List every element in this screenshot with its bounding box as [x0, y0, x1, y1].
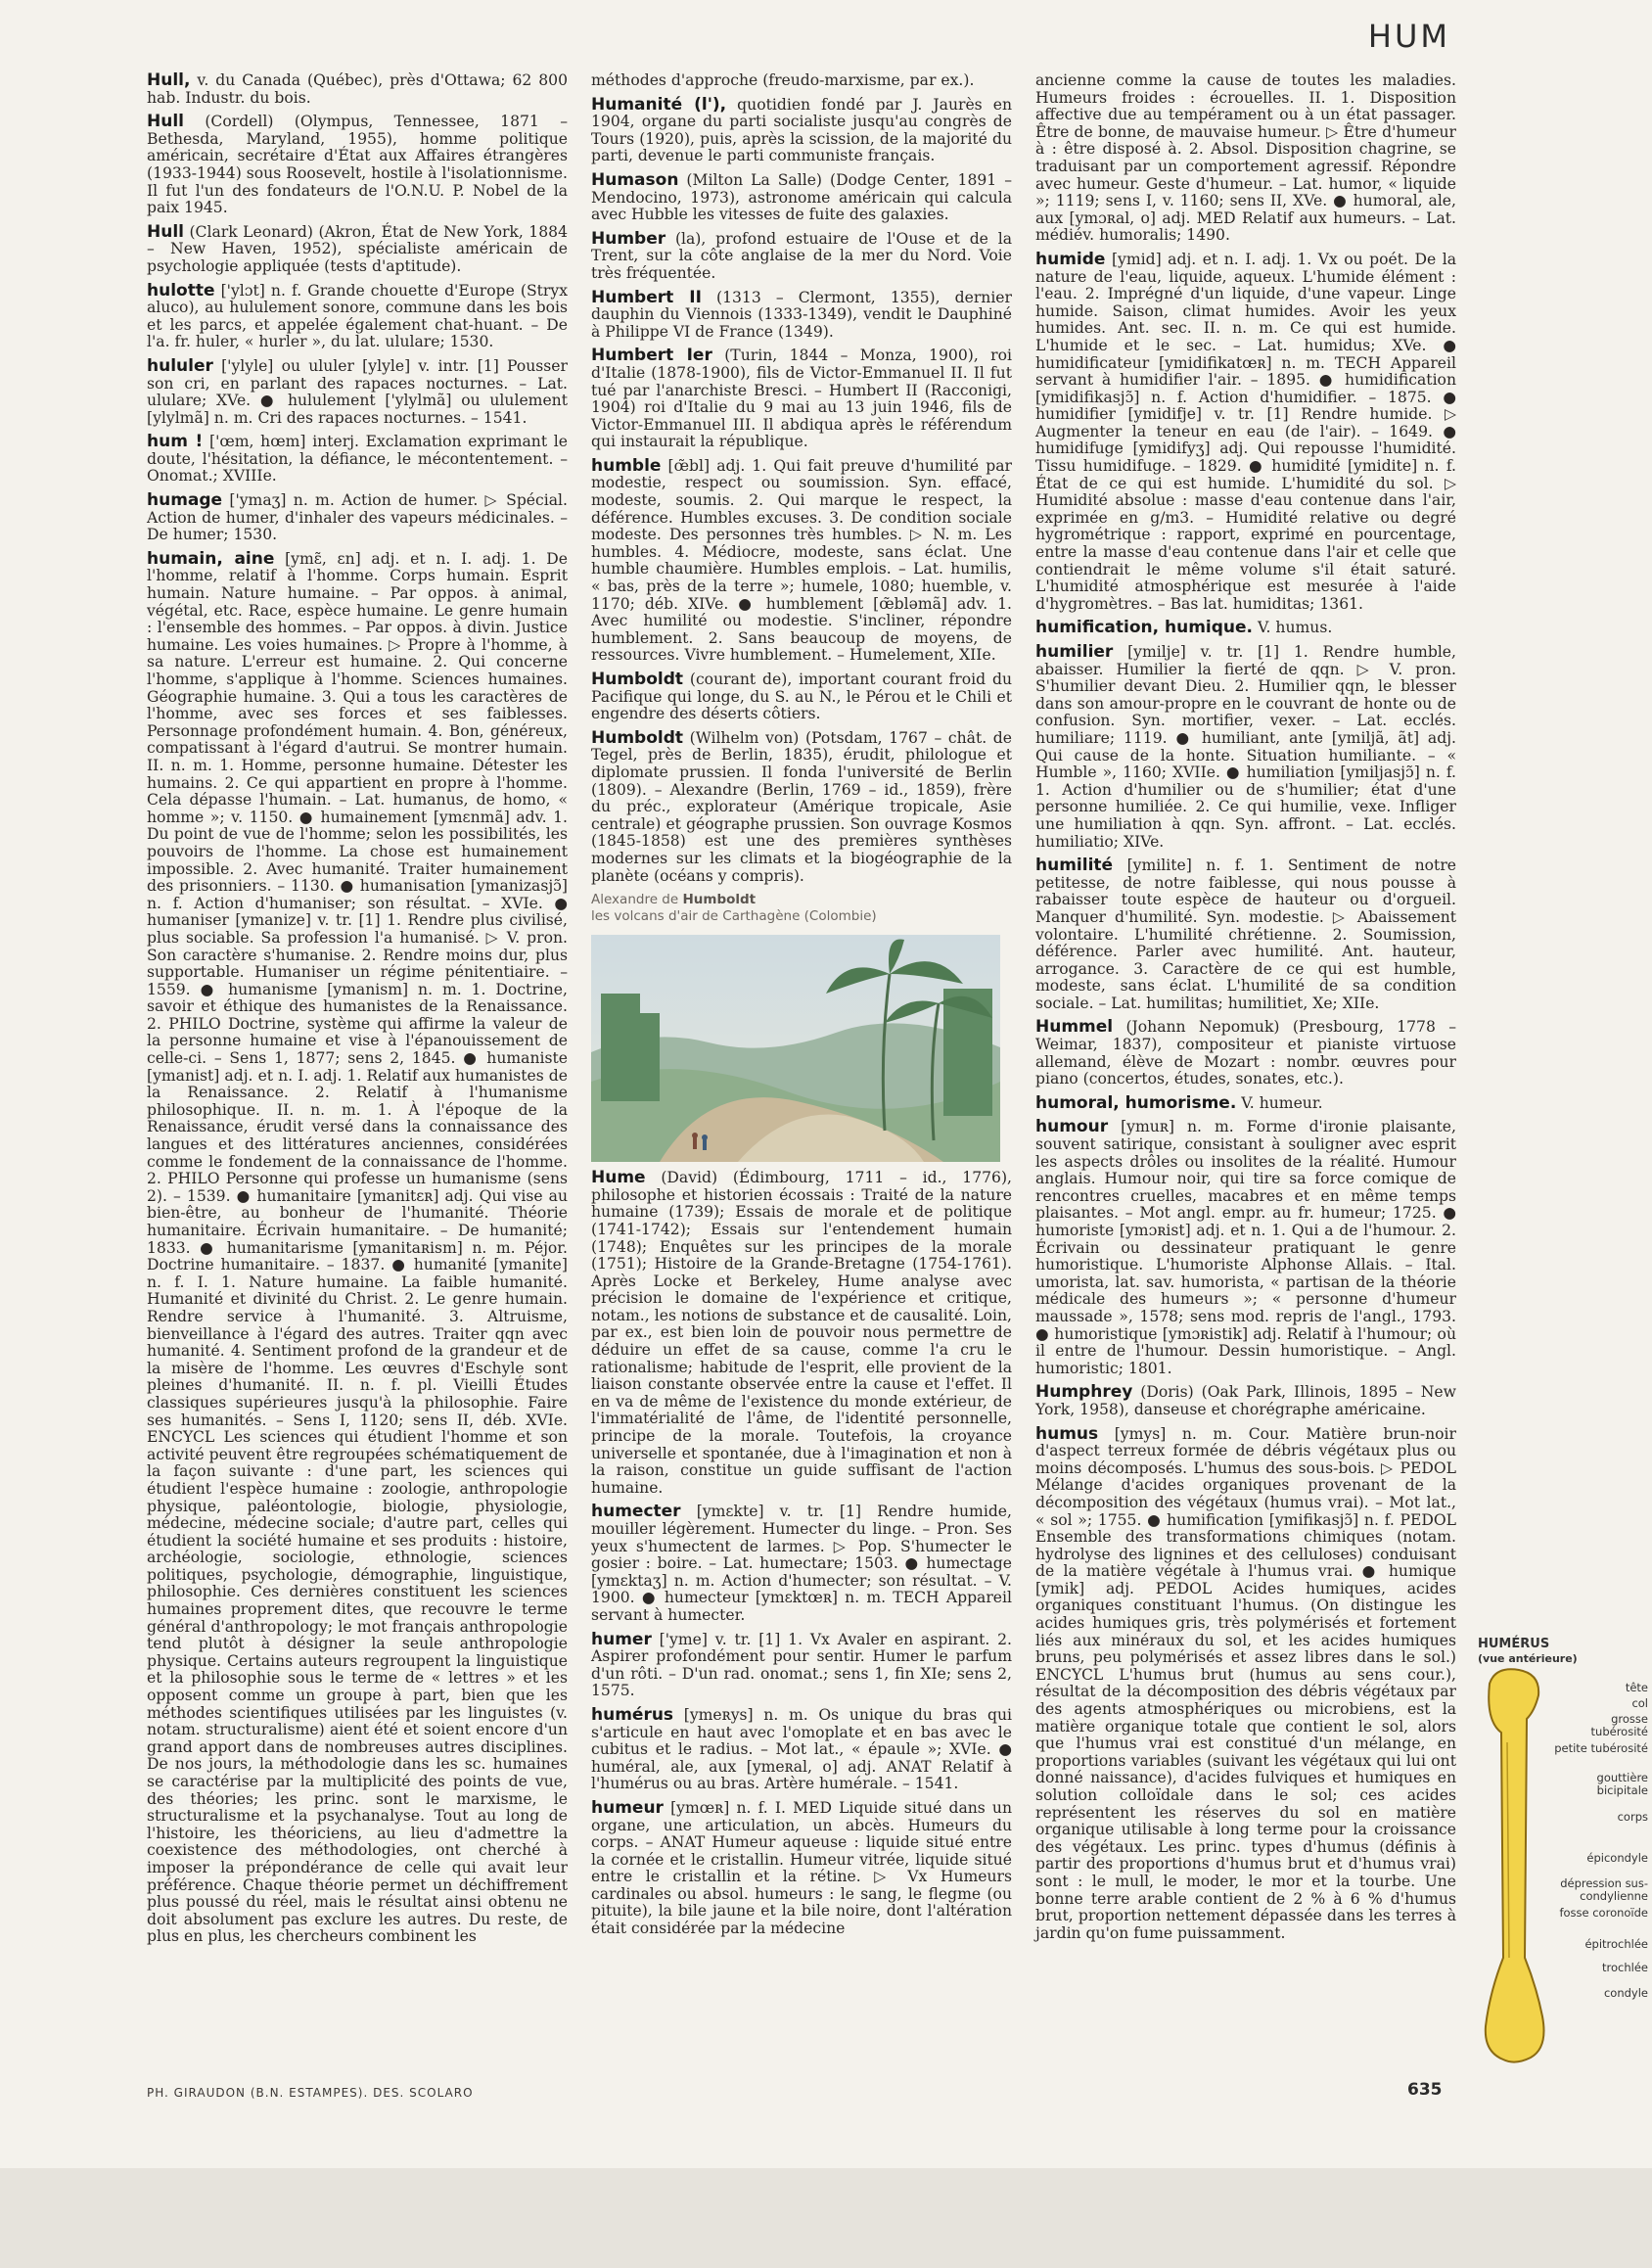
humerus-subtitle: (vue antérieure) [1478, 1652, 1578, 1665]
humboldt-illustration [591, 935, 1000, 1162]
entry-headword: Humber [591, 228, 666, 249]
entry-headword: hulotte [147, 280, 215, 301]
entry-headword: humilier [1035, 642, 1114, 662]
caption-name: Humboldt [682, 892, 757, 908]
entry-headword: Humanité (l'), [591, 94, 727, 115]
humerus-bone-drawing [1476, 1664, 1554, 2075]
entry-headword: humour [1035, 1117, 1109, 1137]
entry-definition: (Clark Leonard) (Akron, État de New York, 1884 – New Haven, 1952), spécialiste américain de psychologie appliquée (tests d'aptitude). [147, 222, 568, 275]
entry-headword: Hull, [147, 70, 191, 90]
entry-definition: ['yme] v. tr. [1] 1. Vx Avaler en aspirant. 2. Aspirer profondément pour sentir. Humer le parfum d'un rôti. – D'un rad. onomat.; sens 1, fin XIe; sens 2, 1575. [591, 1630, 1012, 1700]
entry-definition: V. humeur. [1236, 1093, 1323, 1112]
entry-headword: humification, humique. [1035, 618, 1254, 638]
entry-headword: humeur [591, 1797, 664, 1818]
entry-headword: humérus [591, 1704, 674, 1725]
dictionary-entry [1035, 1019, 1456, 1088]
entry-headword: Hume [591, 1168, 646, 1188]
dictionary-entry [1035, 857, 1456, 1012]
dictionary-entry [147, 434, 568, 486]
entry-headword: humecter [591, 1502, 681, 1522]
entry-headword: Hummel [1035, 1017, 1114, 1038]
humerus-label: tête [1625, 1681, 1648, 1694]
dictionary-entry [1035, 644, 1456, 851]
entry-definition: (courant de), important courant froid du Pacifique qui longe, du S. au N., le Pérou et le Chili et engendre des déserts côtiers. [591, 671, 1012, 723]
entry-definition: [ymilite] n. f. 1. Sentiment de notre petitesse, de notre faiblesse, qui nous pousse à rabaisser toute espèce de hauteur ou d'orgueil. Manquer d'humilité. Syn. modestie. ▷ Abaissement volontaire. L'humilité chrétienne. 2. Soumission, déférence. Parler avec humilité. Ant. hauteur, arrogance. 3. Caractère de ce qui est humble, modeste, sans éclat. L'humilité de sa condition sociale. – Lat. humilitas; humilitiet, Xe; XIIe. [1035, 856, 1456, 1012]
entry-definition: [ymɛ̃, ɛn] adj. et n. I. adj. 1. De l'homme, relatif à l'homme. Corps humain. Esprit humain. Nature humaine. – Par oppos. à animal, végétal, etc. Race, espèce humaine. Le genre humain : l'ensemble des hommes. – Par oppos. à divin. Justice humaine. Les voies humaines. ▷ Propre à l'homme, à sa nature. L'erreur est humaine. 2. Qui concerne l'homme, s'applique à l'homme. Sciences humaines. Géographie humaine. 3. Qui a tous les caractères de l'homme, avec ses forces et ses faiblesses. Personnage profondément humain. 4. Bon, généreux, compatissant à l'égard d'autrui. Se montrer humain. II. n. m. 1. Homme, personne humaine. Détester les humains. 2. Ce qui appartient en propre à l'homme. Cela dépasse l'humain. – Lat. humanus, de homo, « homme »; v. 1150. ● humainement [ymɛnmã] adv. 1. Du point de vue de l'homme; selon les possibilités, les pouvoirs de l'homme. La chose est humainement impossible. 2. Avec humanité. Traiter humainement des prisonniers. – 1130. ● humanisation [ymanizasjɔ̃] n. f. Action d'humaniser; son résultat. – XVIe. ● humaniser [ymanize] v. tr. [1] 1. Rendre plus civilisé, plus sociable. Sa profession l'a humanisé. ▷ V. pron. Son caractère s'humanise. 2. Rendre moins dur, plus supportable. Humaniser un régime pénitentiaire. – 1559. ● humanisme [ymanism] n. m. 1. Doctrine, savoir et éthique des humanistes de la Renaissance. 2. PHILO Doctrine, système qui affirme la valeur de la personne humaine et vise à l'épanouissement de celle-ci. – Sens 1, 1877; sens 2, 1845. ● humaniste [ymanist] adj. et n. I. adj. 1. Relatif aux humanistes de la Renaissance. 2. Relatif à l'humanisme philosophique. II. n. m. 1. À l'époque de la Renaissance, érudit versé dans la connaissance des langues et des littératures anciennes, considérées comme le fondement de la connaissance de l'homme. 2. PHILO Personne qui professe un humanisme (sens 2). – 1539. ● humanitaire [ymanitɛʀ] adj. Qui vise au bien-être, au bonheur de l'humanité. Théorie humanitaire. Écrivain humanitaire. – De humanité; 1833. ● humanitarisme [ymanitaʀism] n. m. Péjor. Doctrine humanitaire. – 1837. ● humanité [ymanite] n. f. I. 1. Nature humaine. La faible humanité. Humanité et divinité du Christ. 2. Le genre humain. Rendre service à l'humanité. 3. Altruisme, bienveillance à l'égard des autres. Traiter qqn avec humanité. 4. Sentiment profond de la grandeur et de la misère de l'homme. Les œuvres d'Eschyle sont pleines d'humanité. II. n. f. pl. Vieilli Études classiques supérieures jusqu'à la philosophie. Faire ses humanités. – Sens I, 1120; sens II, déb. XVIe. ENCYCL Les sciences qui étudient l'homme et son activité peuvent être regroupées schématiquement de la façon suivante : d'une part, les sciences qui étudient l'espèce humaine : zoologie, anthropologie physique, paléontologie, biologie, physiologie, médecine, médecine sociale; d'autre part, celles qui étudient la société humaine et ses produits : histoire, archéologie, sociologie, ethnologie, sciences politiques, psychologie, démographie, linguistique, philosophie. Ces dernières constituent les sciences humaines proprement dites, que recouvre le terme général d'anthropology; le mot français anthropologie tend plutôt à désigner la seule anthropologie physique. Certains auteurs regroupent la linguistique et la philosophie sous le terme de « lettres » et les opposent comme un groupe à part, bien que les méthodes scientifiques utilisées par les linguistes (v. notam. structuralisme) aient été et soient encore d'un grand apport dans de nombreuses autres disciplines. De nos jours, la méthodologie dans les sc. humaines se caractérise par la multiplicité des points de vue, des théories; les princ. sont le marxisme, le structuralisme et la psychanalyse. Tout au long de l'histoire, les théoriciens, au lieu d'admettre la coexistence des méthodologies, ont cherché à imposer la prépondérance de celle qui avait leur préférence. Chaque théorie permet un déchiffrement plus poussé du réel, mais le résultat ainsi obtenu ne doit absolument pas exclure les autres. Du reste, de plus en plus, les chercheurs combinent les [147, 549, 568, 1946]
entry-headword: Humphrey [1035, 1382, 1133, 1403]
dictionary-entry [147, 72, 568, 107]
entry-definition: [ymid] adj. et n. I. adj. 1. Vx ou poét. De la nature de l'eau, liquide, aqueux. L'humide élément : l'eau. 2. Imprégné d'un liquide, d'une vapeur. Linge humide. Saison, climat humides. Avoir les yeux humides. Ant. sec. II. n. m. Ce qui est humide. L'humide et le sec. – Lat. humidus; XVe. ● humidificateur [ymidifikatœʀ] n. m. TECH Appareil servant à humidifier l'air. – 1895. ● humidification [ymidifikasjɔ̃] n. f. Action d'humidifier. – 1875. ● humidifier [ymidifje] v. tr. [1] Rendre humide. ▷ Augmenter la teneur en eau (de l'air). – 1649. ● humidifuge [ymidifyʒ] adj. Qui repousse l'humidité. Tissu humidifuge. – 1829. ● humidité [ymidite] n. f. État de ce qui est humide. L'humidité du sol. ▷ Humidité absolue : masse d'eau contenue dans l'air, exprimée en g/m3. – Humidité relative ou degré hygrométrique : rapport, exprimé en pourcentage, entre la masse d'eau contenue dans l'air et celle que contiendrait le même volume s'il était saturé. L'humidité atmosphérique est mesurée à l'aide d'hygromètres. – Bas lat. humiditas; 1361. [1035, 250, 1456, 613]
humerus-label: dépression sus-condylienne [1560, 1876, 1648, 1903]
dictionary-entry [591, 94, 1012, 165]
dictionary-entry [591, 72, 1012, 90]
entry-headword: hum ! [147, 432, 204, 452]
entry-headword: Humbert Ier [591, 346, 712, 366]
dictionary-entry [591, 1629, 1012, 1700]
entry-definition: (Johann Nepomuk) (Presbourg, 1778 – Weimar, 1837), compositeur et pianiste virtuose allemand, élève de Mozart : nombr. œuvres pour piano (concertos, études, sonates, etc.). [1035, 1018, 1456, 1088]
dictionary-entry [1035, 1423, 1456, 1943]
dictionary-entry [1035, 1092, 1456, 1113]
dictionary-entry [147, 492, 568, 544]
entry-headword: Humason [591, 169, 679, 190]
caption-prefix: Alexandre de [591, 892, 683, 908]
humerus-label: condyle [1603, 1986, 1648, 2000]
running-head: HUM [1367, 18, 1450, 55]
entry-definition: (Doris) (Oak Park, Illinois, 1895 – New York, 1958), danseuse et chorégraphe américaine. [1035, 1383, 1456, 1418]
entry-definition: [ymɛkte] v. tr. [1] Rendre humide, mouiller légèrement. Humecter du linge. – Pron. Ses yeux s'humectent de larmes. ▷ Pop. S'humecter le gosier : boire. – Lat. humectare; 1503. ● humectage [ymɛktaʒ] n. m. Action d'humecter; son résultat. – V. 1900. ● humecteur [ymɛktœʀ] n. m. TECH Appareil servant à humecter. [591, 1503, 1012, 1624]
humerus-label: grosse tubérosité [1590, 1712, 1648, 1738]
entry-headword: Humboldt [591, 727, 684, 748]
entry-definition: (1313 – Clermont, 1355), dernier dauphin du Viennois (1333-1349), vendit le Dauphiné à Philippe VI de France (1349). [591, 288, 1012, 341]
entry-headword: humide [1035, 249, 1106, 269]
photo-credit: PH. GIRAUDON (B.N. ESTAMPES). DES. SCOLARO [147, 2086, 474, 2100]
dictionary-entry [591, 1170, 1012, 1497]
humerus-title: HUMÉRUS [1478, 1637, 1550, 1651]
humerus-label: épicondyle [1586, 1851, 1648, 1865]
dictionary-entry [147, 355, 568, 427]
humerus-label: gouttière bicipitale [1596, 1771, 1648, 1797]
entry-headword: Humbert II [591, 287, 702, 307]
dictionary-entry [591, 1704, 1012, 1793]
column-2 [591, 72, 1012, 1945]
dictionary-entry [1035, 249, 1456, 613]
dictionary-entry [591, 169, 1012, 224]
humerus-label: col [1631, 1696, 1648, 1710]
dictionary-entry [147, 114, 568, 217]
entry-headword: humilité [1035, 856, 1114, 876]
dictionary-entry [591, 671, 1012, 723]
dictionary-entry [591, 347, 1012, 451]
entry-definition: [ymys] n. m. Cour. Matière brun-noir d'aspect terreux formée de débris végétaux plus ou moins décomposés. L'humus des sous-bois. ▷ PEDOL Mélange d'acides organiques provenant de la décomposition des végétaux (humus vrai). – Mot lat., « sol »; 1755. ● humification [ymifikasjɔ̃] n. f. PEDOL Ensemble des transformations chimiques (notam. hydrolyse des lignines et des celluloses) conduisant de la matière végétale à l'humus vrai. ● humique [ymik] adj. PEDOL Acides humiques, acides organiques constituant l'humus. (On distingue les acides humiques gris, très polymérisés et fortement liés aux minéraux du sol, et les acides humiques bruns, peu polymérisés et assez libres dans le sol.) ENCYCL L'humus brut (humus au sens cour.), résultat de la décomposition des débris végétaux par des agents atmosphériques ou microbiens, est la matière organique totale que contient le sol, alors que l'humus vrai est constitué d'un mélange, en proportions variables (suivant les végétaux qui lui ont donné naissance), d'acides fulviques et humiques en solution colloïdale dans le sol; ces acides représentent les réserves du sol en matière organique utilisable à long terme pour la croissance des végétaux. Les princ. types d'humus (définis à partir des proportions d'humus brut et d'humus vrai) sont : le mull, le moder, le mor et la tourbe. Une bonne terre arable contient de 2 % à 6 % d'humus brut, proportion nettement dépassée dans les terres à jardin qu'on fume puissamment. [1035, 1424, 1456, 1942]
entry-definition: ['ymaʒ] n. m. Action de humer. ▷ Spécial. Action de humer, d'inhaler des vapeurs médicinales. – De humer; 1530. [147, 491, 568, 544]
entry-definition: (Milton La Salle) (Dodge Center, 1891 – Mendocino, 1973), astronome américain qui calcula avec Hubble les vitesses de fuite des galaxies. [591, 170, 1012, 224]
dictionary-entry [1035, 620, 1456, 637]
entry-definition: (Wilhelm von) (Potsdam, 1767 – chât. de Tegel, près de Berlin, 1835), érudit, philologue et diplomate prussien. Il fonda l'université de Berlin (1809). – Alexandre (Berlin, 1769 – id., 1859), frère du préc., explorateur (Amérique tropicale, Asie centrale) et géographe prussien. Son ouvrage Kosmos (1845-1858) est une des premières synthèses modernes sur les climats et la biogéographie de la planète (océans y compris). [591, 728, 1012, 885]
entry-definition: quotidien fondé par J. Jaurès en 1904, organe du parti socialiste jusqu'au congrès de Tours (1920), puis, après la scission, de la majorité du parti, devenue le parti communiste français. [591, 95, 1012, 165]
entry-headword: Humboldt [591, 670, 684, 689]
scan-margin [0, 2168, 1652, 2268]
entry-definition: V. humus. [1253, 619, 1333, 637]
humerus-label: épitrochlée [1584, 1937, 1648, 1951]
dictionary-entry [591, 228, 1012, 283]
column-2-bottom [591, 1170, 1012, 1938]
column-1 [147, 72, 568, 1953]
column-2-top [591, 72, 1012, 885]
dictionary-entry [591, 1797, 1012, 1938]
dictionary-entry [147, 280, 568, 351]
entry-headword: hululer [147, 355, 213, 376]
page-number: 635 [1407, 2080, 1443, 2100]
dictionary-entry [147, 221, 568, 276]
entry-headword: Hull [147, 221, 184, 242]
entry-definition: [ymœʀ] n. f. I. MED Liquide situé dans un organe, une articulation, un abcès. Humeurs du corps. – ANAT Humeur aqueuse : liquide situé entre la cornée et le cristallin. Humeur vitrée, liquide situé entre le cristallin et la rétine. ▷ Vx Humeurs cardinales ou absol. humeurs : le sang, le flegme (ou pituite), la bile jaune et la bile noire, dont l'altération était considérée par la médecine [591, 1798, 1012, 1938]
humerus-label: trochlée [1602, 1961, 1648, 1974]
entry-definition: ['ylyle] ou ululer [ylyle] v. intr. [1] Pousser son cri, en parlant des rapaces nocturnes. – Lat. ululare; XVe. ● hululement ['ylylmã] ou ululement [ylylmã] n. m. Cri des rapaces nocturnes. – 1541. [147, 356, 568, 427]
entry-headword: humble [591, 455, 662, 476]
entry-definition: [ymeʀys] n. m. Os unique du bras qui s'articule en haut avec l'omoplate et en bas avec le cubitus et le radius. – Mot lat., « épaule »; XVIe. ● huméral, ale, aux [ymeʀal, o] adj. ANAT Relatif à l'humérus ou au bras. Artère humérale. – 1541. [591, 1705, 1012, 1793]
dictionary-entry [591, 1504, 1012, 1624]
humerus-label: fosse coronoïde [1559, 1906, 1648, 1920]
humerus-label: corps [1617, 1810, 1648, 1824]
entry-definition: méthodes d'approche (freudo-marxisme, par ex.). [591, 71, 975, 89]
entry-headword: humoral, humorisme. [1035, 1092, 1237, 1113]
dictionary-entry [147, 548, 568, 1946]
dictionary-entry [1035, 1119, 1456, 1377]
entry-headword: Hull [147, 112, 184, 132]
entry-definition: ['ylɔt] n. f. Grande chouette d'Europe (Stryx aluco), au hululement sonore, commune dans les bois et les parcs, et appelée également chat-huant. – De l'a. fr. huler, « hurler », du lat. ululare; 1530. [147, 281, 568, 351]
dictionary-entry [591, 287, 1012, 342]
illustration-caption [591, 892, 1012, 925]
humerus-figure [1468, 1637, 1652, 2087]
dictionary-entry [591, 455, 1012, 665]
entry-definition: ['œm, hœm] interj. Exclamation exprimant le doute, l'hésitation, la défiance, le mécontentement. – Onomat.; XVIIIe. [147, 433, 568, 486]
entry-definition: (Cordell) (Olympus, Tennessee, 1871 – Bethesda, Maryland, 1955), homme politique américain, secrétaire d'État aux Affaires étrangères (1933-1944) sous Roosevelt, hostile à l'isolationnisme. Il fut l'un des fondateurs de l'O.N.U. P. Nobel de la paix 1945. [147, 113, 568, 217]
dictionary-entry [591, 727, 1012, 885]
humerus-label: petite tubérosité [1554, 1741, 1648, 1755]
entry-headword: humus [1035, 1423, 1099, 1444]
caption-line2: les volcans d'air de Carthagène (Colombie) [591, 908, 877, 925]
entry-definition: (Turin, 1844 – Monza, 1900), roi d'Italie (1878-1900), fils de Victor-Emmanuel II. Il fut tué par l'anarchiste Bresci. – Humbert II (Racconigi, 1904) roi d'Italie du 9 mai au 13 juin 1946, fils de Victor-Emmanuel III. Il abdiqua après le référendum qui instaurait la république. [591, 347, 1012, 451]
entry-definition: (la), profond estuaire de l'Ouse et de la Trent, sur la côte anglaise de la mer du Nord. Voie très fréquentée. [591, 229, 1012, 282]
entry-headword: humage [147, 490, 223, 511]
entry-definition: [œ̃bl] adj. 1. Qui fait preuve d'humilité par modestie, respect ou soumission. Syn. effacé, modeste, soumis. 2. Qui marque le respect, la déférence. Humbles excuses. 3. De condition sociale modeste. Des personnes très humbles. ▷ N. m. Les humbles. 4. Médiocre, modeste, sans éclat. Une humble chaumière. Humbles emplois. – Lat. humilis, « bas, près de la terre »; humele, 1080; huemble, v. 1170; déb. XIVe. ● humblement [œ̃bləmã] adv. 1. Avec humilité ou modestie. S'incliner, répondre humblement. 2. Sans beaucoup de moyens, de ressources. Vivre humblement. – Humelement, XIIe. [591, 456, 1012, 665]
column-3 [1035, 72, 1456, 1949]
dictionary-entry [1035, 72, 1456, 245]
entry-definition: (David) (Édimbourg, 1711 – id., 1776), philosophe et historien écossais : Traité de la nature humaine (1739); Essais de morale et de politique (1741-1742); Essais sur l'entendement humain (1748); Enquêtes sur les principes de la morale (1751); Histoire de la Grande-Bretagne (1754-1761). Après Locke et Berkeley, Hume analyse avec précision le domaine de l'expérience et critique, notam., les notions de substance et de causalité. Loin, par ex., est bien loin de pouvoir nous permettre de déduire un effet de sa cause, comme l'a cru le rationalisme; habitude de l'esprit, elle provient de la liaison constante observée entre la cause et l'effet. Il en va de même de l'existence du monde extérieur, de l'immatérialité de l'âme, de l'identité personnelle, principe de la morale. Toutefois, la croyance universelle et spontanée, due à l'imagination et non à la raison, constitue un guide suffisant de l'action humaine. [591, 1169, 1012, 1497]
entry-headword: humain, aine [147, 548, 275, 569]
entry-definition: [ymilje] v. tr. [1] 1. Rendre humble, abaisser. Humilier la fierté de qqn. ▷ V. pron. S'humilier devant Dieu. 2. Humilier qqn, le blesser dans son amour-propre en le couvrant de honte ou de confusion. Syn. mortifier, vexer. – Lat. ecclés. humiliare; 1119. ● humiliant, ante [ymiljã, ãt] adj. Qui cause de la honte. Situation humiliante. – « Humble », 1160; XVIIe. ● humiliation [ymiljasjɔ̃] n. f. 1. Action d'humilier ou de s'humilier; état d'une personne humiliée. 2. Ce qui humilie, vexe. Infliger une humiliation à qqn. Syn. affront. – Lat. ecclés. humiliatio; XIVe. [1035, 643, 1456, 851]
entry-definition: [ymuʀ] n. m. Forme d'ironie plaisante, souvent satirique, consistant à souligner avec esprit les aspects drôles ou insolites de la réalité. Humour anglais. Humour noir, qui tire sa force comique de rencontres cruelles, macabres et en même temps plaisantes. – Mot angl. empr. au fr. humeur; 1725. ● humoriste [ymɔʀist] adj. et n. 1. Qui a de l'humour. 2. Écrivain ou dessinateur pratiquant le genre humoristique. L'humoriste Alphonse Allais. – Ital. umorista, lat. sav. humorista, « partisan de la théorie médicale des humeurs »; « personne d'humeur maussade », 1578; sens mod. repris de l'angl., 1793. ● humoristique [ymɔʀistik] adj. Relatif à l'humour; où il entre de l'humour. Dessin humoristique. – Angl. humoristic; 1801. [1035, 1118, 1456, 1377]
entry-headword: humer [591, 1629, 652, 1649]
entry-definition: v. du Canada (Québec), près d'Ottawa; 62 800 hab. Industr. du bois. [147, 71, 568, 107]
entry-definition: ancienne comme la cause de toutes les maladies. Humeurs froides : écrouelles. II. 1. Disposition affective due au tempérament ou à un état passager. Être de bonne, de mauvaise humeur. ▷ Être d'humeur à : être disposé à. 2. Absol. Disposition chagrine, se traduisant par un comportement agressif. Répondre avec humeur. Geste d'humeur. – Lat. humor, « liquide »; 1119; sens I, v. 1160; sens II, XVe. ● humoral, ale, aux [ymɔʀal, o] adj. MED Relatif aux humeurs. – Lat. médiév. humoralis; 1490. [1035, 71, 1456, 245]
dictionary-entry [1035, 1384, 1456, 1418]
